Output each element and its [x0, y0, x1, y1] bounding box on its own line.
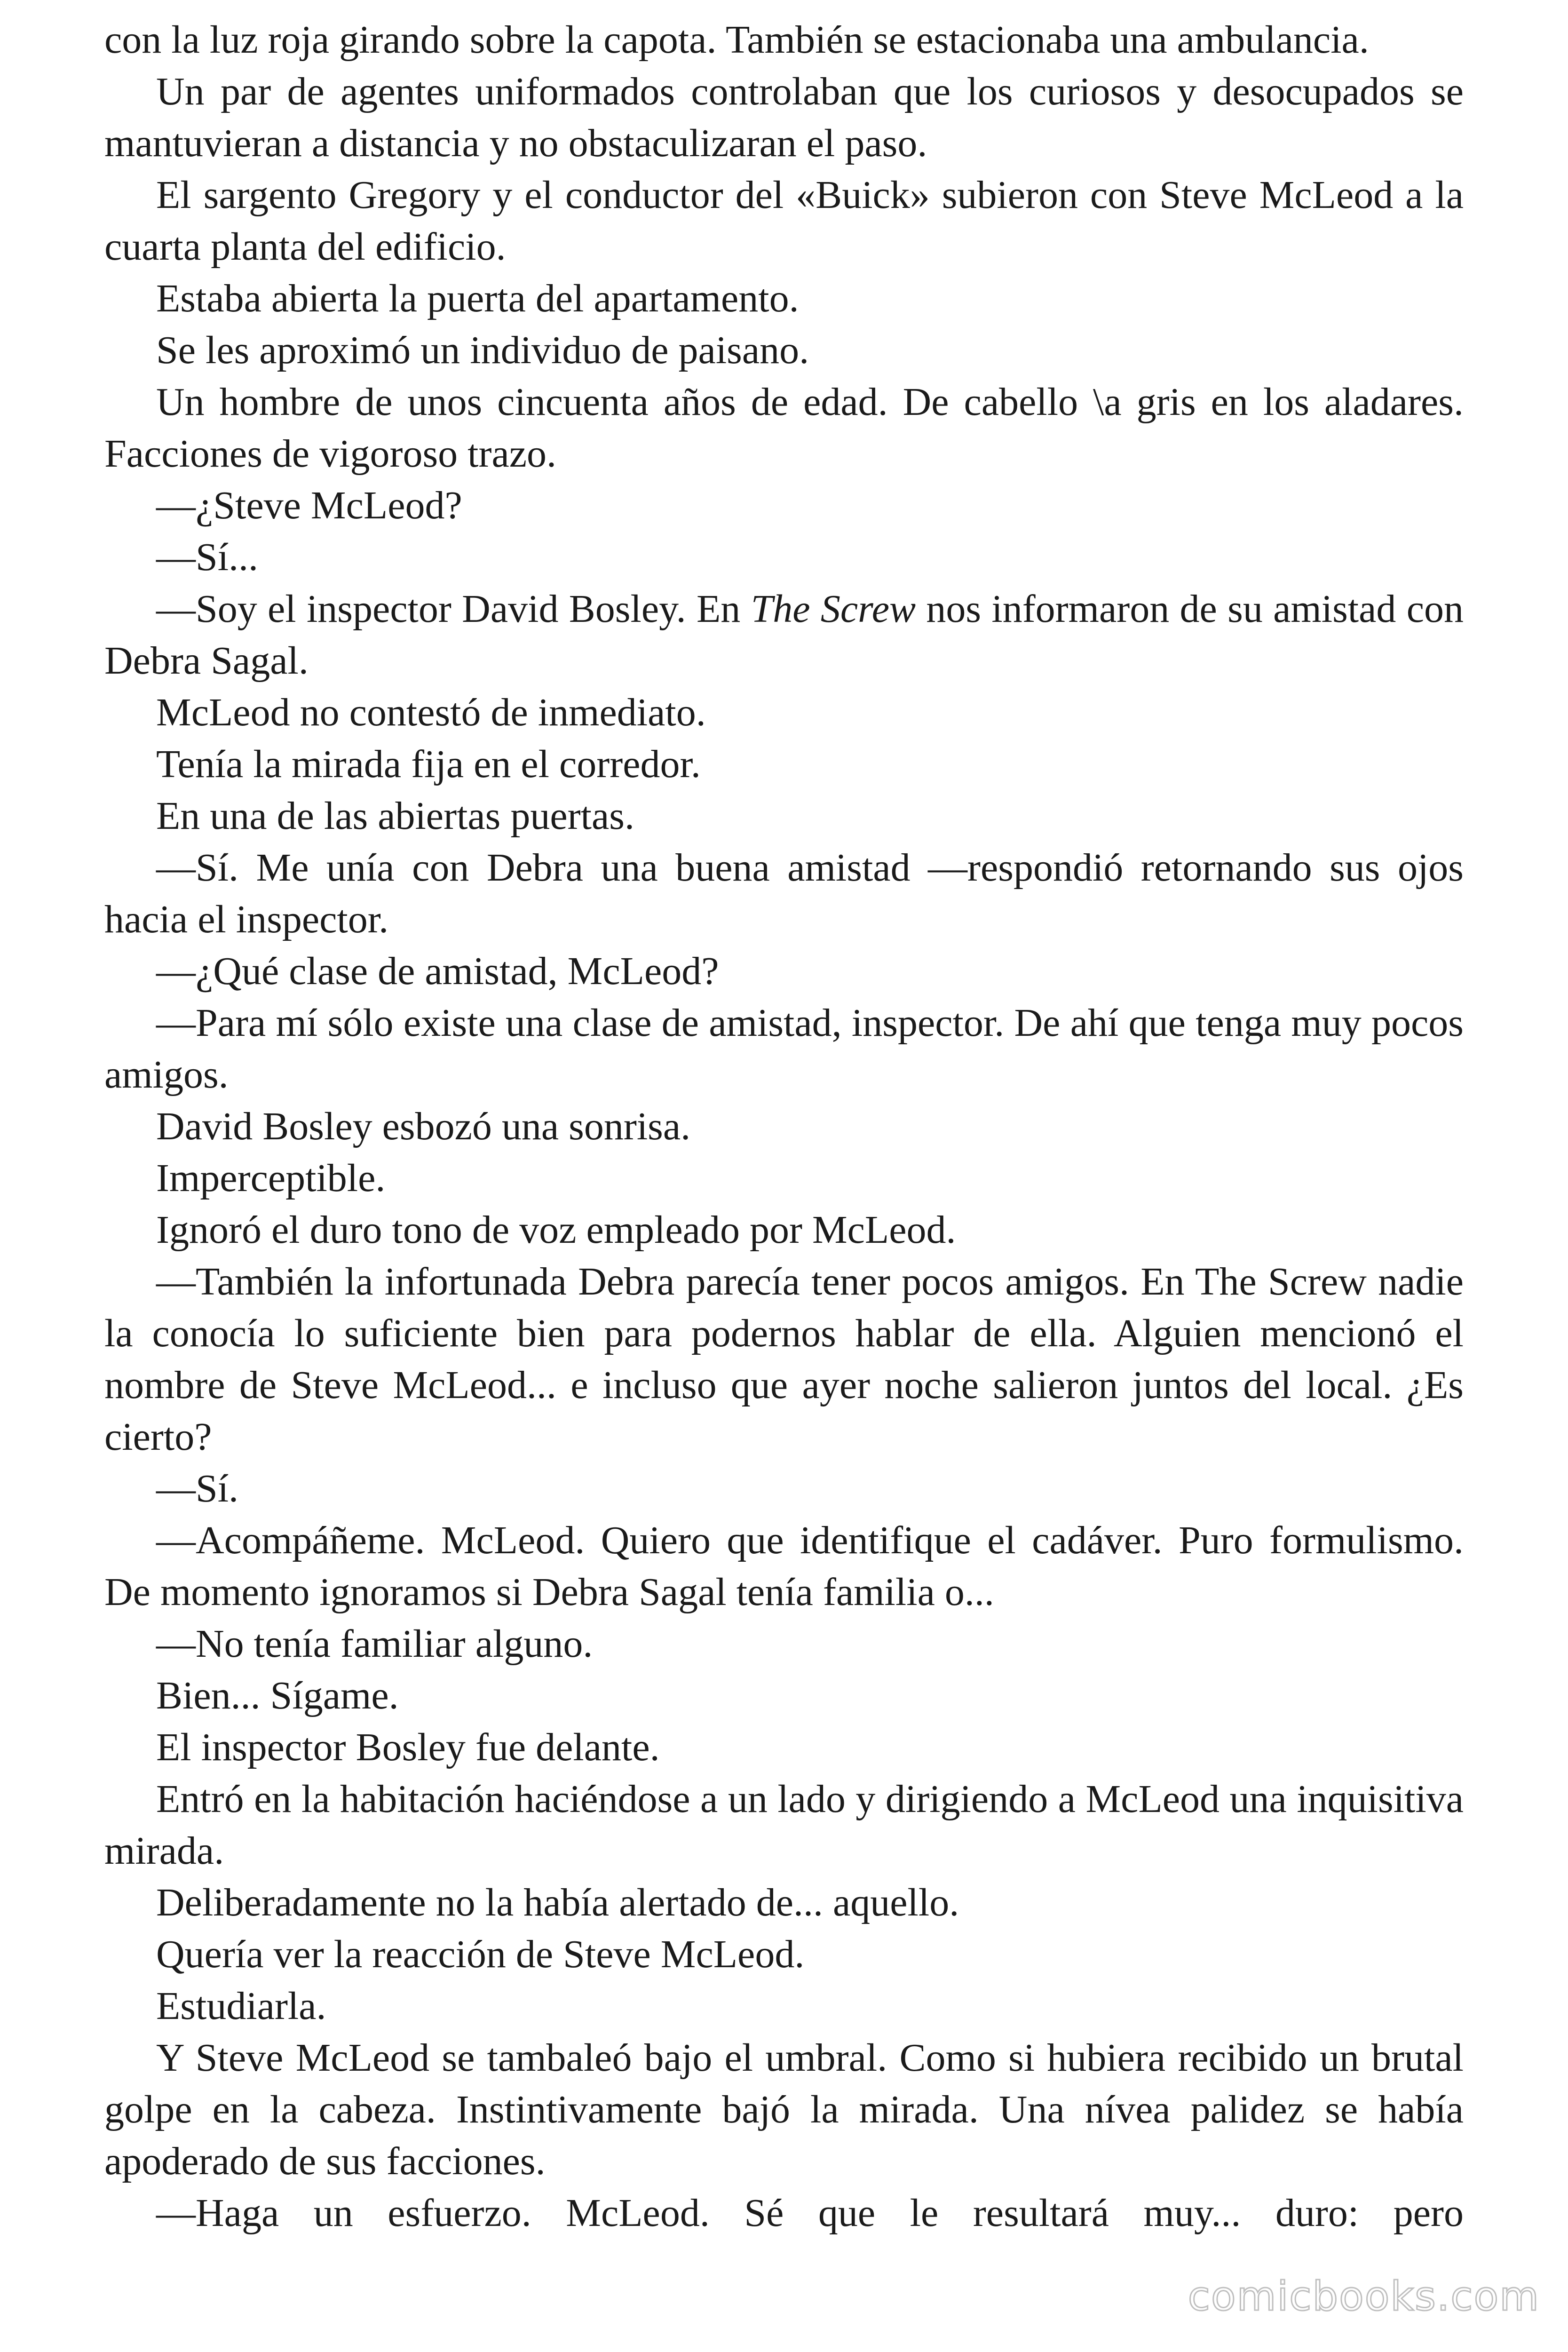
paragraph: Quería ver la reacción de Steve McLeod. [156, 1932, 805, 1976]
paragraph: En una de las abiertas puertas. [156, 794, 634, 838]
body-text [104, 14, 1464, 2239]
paragraph: Estaba abierta la puerta del apartamento. [156, 277, 799, 320]
dialogue-line: —¿Qué clase de amistad, McLeod? [156, 949, 719, 993]
dialogue-text-before: —Soy el inspector David Bosley. En [156, 587, 751, 631]
paragraph: Imperceptible. [156, 1156, 386, 1200]
dialogue-line: —¿Steve McLeod? [156, 484, 462, 527]
dialogue-line: —Acompáñeme. McLeod. Quiero que identifique el cadáver. Puro formulismo. De momento ignoramos si Debra Sagal tenía familia o... [104, 1518, 1464, 1614]
paragraph: McLeod no contestó de inmediato. [156, 691, 706, 734]
dialogue-line: —También la infortunada Debra parecía tener pocos amigos. En The Screw nadie la conocía lo suficiente bien para podernos hablar de ella. Alguien mencionó el nombre de Steve McLeod... e incluso que ayer noche salieron juntos del local. ¿Es cierto? [104, 1260, 1464, 1459]
paragraph: Bien... Sígame. [156, 1674, 399, 1717]
paragraph: Se les aproximó un individuo de paisano. [156, 328, 809, 372]
dialogue-line: —Para mí sólo existe una clase de amistad, inspector. De ahí que tenga muy pocos amigos. [104, 1001, 1464, 1097]
dialogue-text-after: nos informaron de su amistad con Debra Sagal. [104, 587, 1464, 683]
paragraph: Tenía la mirada fija en el corredor. [156, 742, 701, 786]
watermark: comicbooks.com [1188, 2273, 1540, 2320]
dialogue-line [104, 583, 1464, 687]
paragraph: Y Steve McLeod se tambaleó bajo el umbral. Como si hubiera recibido un brutal golpe en la cabeza. Instintivamente bajó la mirada. Una nívea palidez se había apoderado de sus facciones. [104, 2036, 1464, 2183]
dialogue-line: —Sí... [156, 535, 259, 579]
dialogue-line: —No tenía familiar alguno. [156, 1622, 593, 1666]
paragraph: David Bosley esbozó una sonrisa. [156, 1104, 691, 1148]
paragraph: Un hombre de unos cincuenta años de edad. De cabello \a gris en los aladares. Facciones de vigoroso trazo. [104, 380, 1464, 476]
dialogue-line: —Sí. Me unía con Debra una buena amistad —respondió retornando sus ojos hacia el inspector. [104, 846, 1464, 941]
paragraph: Ignoró el duro tono de voz empleado por McLeod. [156, 1208, 956, 1252]
paragraph: Entró en la habitación haciéndose a un lado y dirigiendo a McLeod una inquisitiva mirada. [104, 1777, 1464, 1873]
italic-title: The Screw [751, 587, 916, 631]
paragraph: El inspector Bosley fue delante. [156, 1725, 660, 1769]
paragraph: Un par de agentes uniformados controlaban que los curiosos y desocupados se mantuvieran a distancia y no obstaculizaran el paso. [104, 70, 1464, 165]
paragraph: con la luz roja girando sobre la capota. También se estacionaba una ambulancia. [104, 18, 1369, 62]
dialogue-line: —Sí. [156, 1467, 239, 1510]
dialogue-line: —Haga un esfuerzo. McLeod. Sé que le resultará muy... duro: pero [156, 2191, 1464, 2235]
paragraph: El sargento Gregory y el conductor del «Buick» subieron con Steve McLeod a la cuarta planta del edificio. [104, 173, 1464, 269]
paragraph: Deliberadamente no la había alertado de... aquello. [156, 1881, 959, 1924]
paragraph: Estudiarla. [156, 1984, 326, 2028]
